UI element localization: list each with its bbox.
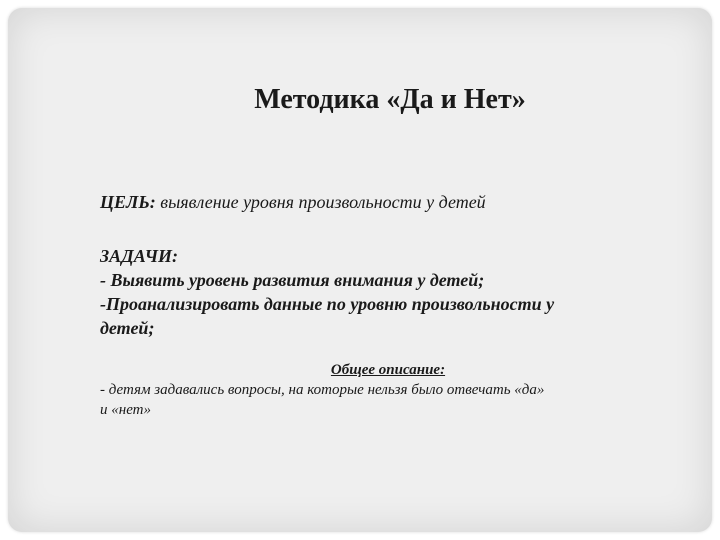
- goal-line: [100, 190, 660, 214]
- task-item: -Проанализировать данные по уровню произвольности у: [100, 294, 555, 314]
- slide-title: Методика «Да и Нет»: [254, 84, 526, 115]
- description-heading: Общее описание:: [330, 362, 446, 378]
- tasks-heading: ЗАДАЧИ:: [100, 246, 179, 266]
- goal-text: выявление уровня произвольности у детей: [155, 192, 486, 212]
- slide-body: [100, 190, 660, 420]
- tasks-block: [100, 244, 660, 340]
- goal-label: ЦЕЛЬ:: [100, 192, 156, 212]
- task-item: - Выявить уровень развития внимания у детей;: [100, 270, 485, 290]
- description-line: - детям задавались вопросы, на которые нельзя было отвечать «да»: [100, 382, 545, 398]
- slide: [8, 8, 712, 532]
- description-line: и «нет»: [100, 402, 151, 418]
- task-item: детей;: [100, 318, 155, 338]
